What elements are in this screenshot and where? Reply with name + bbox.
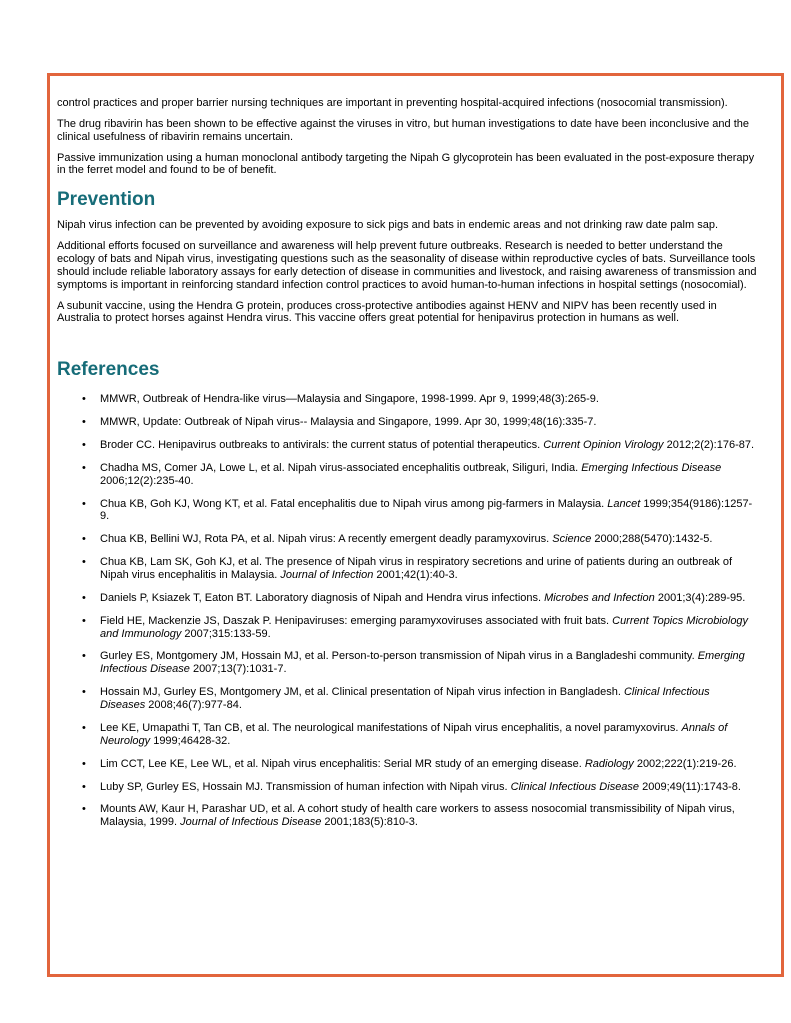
reference-item: • Daniels P, Ksiazek T, Eaton BT. Laboratory diagnosis of Nipah and Hendra virus infections. Microbes and Infection 2001;3(4):289-95. <box>57 592 757 605</box>
paragraph: control practices and proper barrier nursing techniques are important in preventing hospital-acquired infections (nosocomial transmission). <box>57 97 728 109</box>
references-heading: References <box>57 359 160 381</box>
reference-item: • Mounts AW, Kaur H, Parashar UD, et al. A cohort study of health care workers to assess nosocomial transmissibility of Nipah virus, Malaysia, 1999. Journal of Infectious Disease 2001;183(5):810-3. <box>57 803 757 829</box>
reference-item: • MMWR, Update: Outbreak of Nipah virus-- Malaysia and Singapore, 1999. Apr 30, 1999;48(16):335-7. <box>57 416 757 429</box>
reference-item: • Chadha MS, Comer JA, Lowe L, et al. Nipah virus-associated encephalitis outbreak, Siliguri, India. Emerging Infectious Disease 2006;12(2):235-40. <box>57 462 757 488</box>
reference-item: • Chua KB, Goh KJ, Wong KT, et al. Fatal encephalitis due to Nipah virus among pig-farmers in Malaysia. Lancet 1999;354(9186):1257-9. <box>57 498 757 524</box>
reference-item: • Chua KB, Lam SK, Goh KJ, et al. The presence of Nipah virus in respiratory secretions and urine of patients during an outbreak of Nipah virus encephalitis in Malaysia. Journal of Infection 2001;42(1):40-3. <box>57 556 757 582</box>
reference-item: • Chua KB, Bellini WJ, Rota PA, et al. Nipah virus: A recently emergent deadly paramyxovirus. Science 2000;288(5470):1432-5. <box>57 533 757 546</box>
paragraph: Additional efforts focused on surveillance and awareness will help prevent future outbreaks. Research is needed to better understand the ecology of bats and Nipah virus, investigating questions such as the seasonality of disease within reproductive cycles of bats. Surveillance tools should include reliable laboratory assays for early detection of disease in communities and livestock, and raising awareness of transmission and symptoms is important in reinforcing standard infection control practices to avoid human-to-human infections in hospital settings (nosocomial). <box>57 240 757 291</box>
reference-item: • Lee KE, Umapathi T, Tan CB, et al. The neurological manifestations of Nipah virus encephalitis, a novel paramyxovirus. Annals of Neurology 1999;46428-32. <box>57 722 757 748</box>
reference-item: • Field HE, Mackenzie JS, Daszak P. Henipaviruses: emerging paramyxoviruses associated with fruit bats. Current Topics Microbiology and Immunology 2007;315:133-59. <box>57 615 757 641</box>
reference-item: • Luby SP, Gurley ES, Hossain MJ. Transmission of human infection with Nipah virus. Clinical Infectious Disease 2009;49(11):1743-8. <box>57 781 757 794</box>
document-content-frame <box>47 73 784 977</box>
reference-item: • Broder CC. Henipavirus outbreaks to antivirals: the current status of potential therapeutics. Current Opinion Virology 2012;2(2):176-87. <box>57 439 757 452</box>
paragraph: The drug ribavirin has been shown to be effective against the viruses in vitro, but human investigations to date have been inconclusive and the clinical usefulness of ribavirin remains uncertain. <box>57 117 750 143</box>
prevention-heading: Prevention <box>57 189 156 211</box>
references-list <box>57 393 757 829</box>
paragraph: A subunit vaccine, using the Hendra G protein, produces cross-protective antibodies against HENV and NIPV has been recently used in Australia to protect horses against Hendra virus. This vaccine offers great potential for henipavirus protection in humans as well. <box>57 299 717 325</box>
reference-item: • Gurley ES, Montgomery JM, Hossain MJ, et al. Person-to-person transmission of Nipah virus in a Bangladeshi community. Emerging Infectious Disease 2007;13(7):1031-7. <box>57 650 757 676</box>
reference-item: • Lim CCT, Lee KE, Lee WL, et al. Nipah virus encephalitis: Serial MR study of an emerging disease. Radiology 2002;222(1):219-26. <box>57 758 757 771</box>
paragraph: Nipah virus infection can be prevented by avoiding exposure to sick pigs and bats in endemic areas and not drinking raw date palm sap. <box>57 219 718 232</box>
reference-item: • MMWR, Outbreak of Hendra-like virus—Malaysia and Singapore, 1998-1999. Apr 9, 1999;48(3):265-9. <box>57 393 757 406</box>
reference-item: • Hossain MJ, Gurley ES, Montgomery JM, et al. Clinical presentation of Nipah virus infection in Bangladesh. Clinical Infectious Diseases 2008;46(7):977-84. <box>57 686 757 712</box>
paragraph: Passive immunization using a human monoclonal antibody targeting the Nipah G glycoprotein has been evaluated in the post-exposure therapy in the ferret model and found to be of benefit. <box>57 151 755 177</box>
